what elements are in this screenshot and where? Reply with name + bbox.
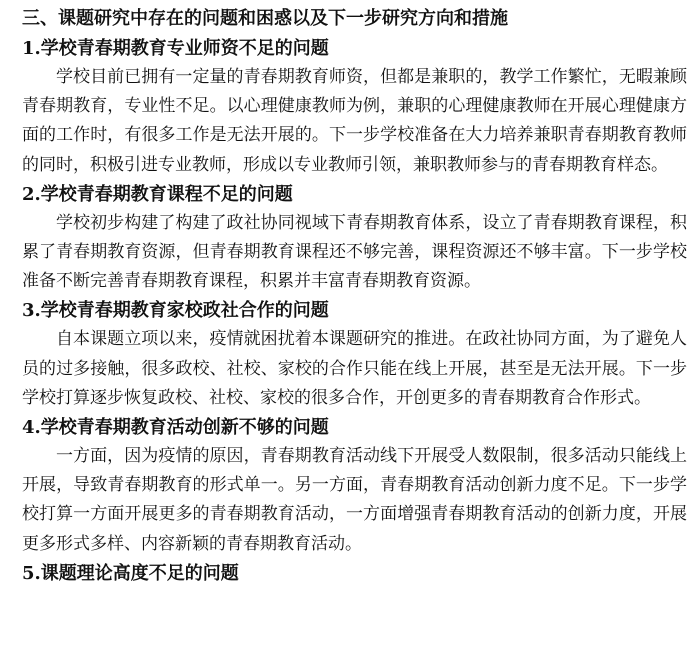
section-heading: 2.学校青春期教育课程不足的问题 bbox=[22, 183, 293, 205]
section-heading: 1.学校青春期教育专业师资不足的问题 bbox=[22, 38, 329, 59]
section-paragraph: 一方面，因为疫情的原因，青春期教育活动线下开展受人数限制，很多活动只能线上开展，导致青春期教育的形式单一。另一方面，青春期教育活动创新力度不足。下一步学校打算一方面开展更多的青春期教育活动，一方面增强青春期教育活动的创新力度，开展更多形式多样、内容新颖的青春期教育活动。 bbox=[22, 446, 687, 554]
section-heading: 3.学校青春期教育家校政社合作的问题 bbox=[22, 300, 329, 322]
section-heading: 5.课题理论高度不足的问题 bbox=[22, 562, 239, 584]
section-4 bbox=[22, 413, 687, 559]
section-paragraph: 自本课题立项以来，疫情就困扰着本课题研究的推进。在政社协同方面，为了避免人员的过多接触，很多政校、社校、家校的合作只能在线上开展，甚至是无法开展。下一步学校打算逐步恢复政校、社校、家校的很多合作，开创更多的青春期教育合作形式。 bbox=[22, 329, 687, 408]
section-3 bbox=[22, 296, 687, 413]
section-1 bbox=[22, 34, 687, 180]
section-heading: 4.学校青春期教育活动创新不够的问题 bbox=[22, 417, 329, 439]
section-paragraph: 学校目前已拥有一定量的青春期教育师资，但都是兼职的，教学工作繁忙，无暇兼顾青春期教育，专业性不足。以心理健康教师为例，兼职的心理健康教师在开展心理健康方面的工作时，有很多工作是无法开展的。下一步学校准备在大力培养兼职青春期教育教师的同时，积极引进专业教师，形成以专业教师引领，兼职教师参与的青春期教育样态。 bbox=[22, 67, 687, 175]
section-5 bbox=[22, 559, 687, 588]
document-title: 三、课题研究中存在的问题和困惑以及下一步研究方向和措施 bbox=[22, 8, 508, 29]
section-2 bbox=[22, 180, 687, 297]
section-paragraph: 学校初步构建了构建了政社协同视域下青春期教育体系，设立了青春期教育课程，积累了青春期教育资源，但青春期教育课程还不够完善，课程资源还不够丰富。下一步学校准备不断完善青春期教育课程，积累并丰富青春期教育资源。 bbox=[22, 212, 687, 292]
